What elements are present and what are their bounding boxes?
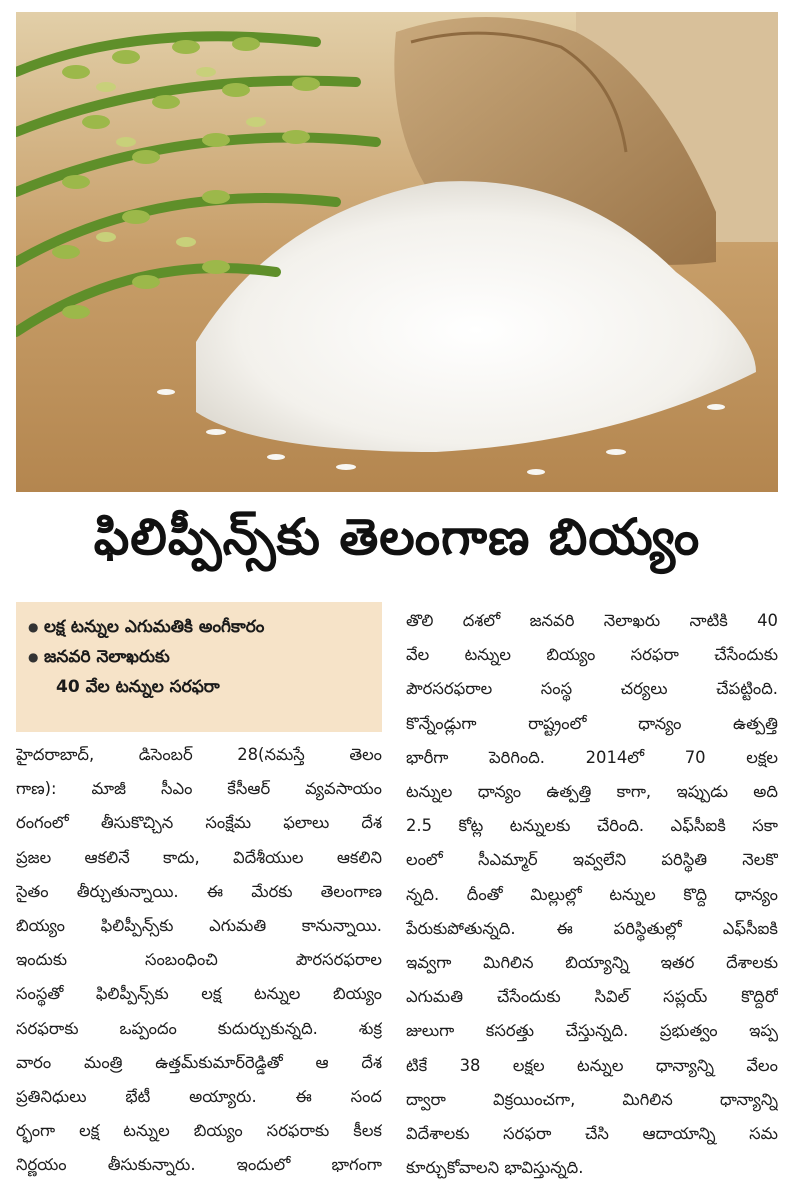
article-line: ప్రతినిధులు భేటీ అయ్యారు. ఈ సంద <box>16 1087 382 1107</box>
article-line: వారం మంత్రి ఉత్తమ్‌కుమార్‌రెడ్డితో ఆ దేశ <box>16 1052 382 1072</box>
article-line: న్నది. దీంతో మిల్లుల్లో టన్నుల కొద్ది ధాన్యం <box>406 884 778 904</box>
article-line: ర్భంగా లక్ష టన్నుల బియ్యం సరఫరాకు కీలక <box>16 1121 382 1141</box>
article-line: గాణ): మాజీ సీఎం కేసీఆర్ వ్యవసాయం <box>16 779 382 799</box>
article-line: టన్నుల ధాన్యం ఉత్పత్తి కాగా, ఇప్పుడు అది <box>406 782 778 802</box>
article-line: కొన్నేండ్లుగా రాష్ట్రంలో ధాన్యం ఉత్పత్తి <box>406 713 778 733</box>
article-line: నిర్ణయం తీసుకున్నారు. ఇందులో భాగంగా <box>16 1155 382 1175</box>
article-line: ప్రజల ఆకలినే కాదు, విదేశీయుల ఆకలిని <box>16 847 382 867</box>
article-line: లంలో సీఎమ్మార్ ఇవ్వలేని పరిస్థితి నెలకొ <box>406 850 778 870</box>
highlight-continuation: 40 వేల టన్నుల సరఫరా <box>56 677 220 697</box>
article-line: ఇందుకు సంబంధించి పౌరసరఫరాల <box>16 950 382 970</box>
article-line: కూర్చుకోవాలని భావిస్తున్నది. <box>406 1158 584 1178</box>
article-line: ద్వారా విక్రయించగా, మిగిలిన ధాన్యాన్ని <box>406 1089 778 1109</box>
highlight-text: లక్ష టన్నుల ఎగుమతికి అంగీకారం <box>44 617 265 637</box>
article-line: భారీగా పెరిగింది. 2014లో 70 లక్షల <box>406 747 778 767</box>
article-column-left <box>16 738 382 1183</box>
highlights-box <box>16 602 382 732</box>
article-line: రంగంలో తీసుకొచ్చిన సంక్షేమ ఫలాలు దేశ <box>16 813 382 833</box>
highlight-text: జనవరి నెలాఖరుకు <box>44 647 170 667</box>
article-line: విదేశాలకు సరఫరా చేసి ఆదాయాన్ని సమ <box>406 1124 778 1144</box>
article-line: సైతం తీర్చుతున్నాయి. ఈ మేరకు తెలంగాణ <box>16 881 382 901</box>
article-line: సంస్థతో ఫిలిప్పీన్స్‌కు లక్ష టన్నుల బియ్యం <box>16 984 382 1004</box>
bullet-icon: ● <box>28 620 39 634</box>
article-line: పౌరసరఫరాల సంస్థ చర్యలు చేపట్టింది. <box>406 679 778 699</box>
article-line: జులుగా కసరత్తు చేస్తున్నది. ప్రభుత్వం ఇప్ప <box>406 1021 778 1041</box>
article-line: ఇవ్వగా మిగిలిన బియ్యాన్ని ఇతర దేశాలకు <box>406 953 778 973</box>
headline: ఫిలిప్పీన్స్‌కు తెలంగాణ బియ్యం <box>93 507 701 566</box>
article-line: వేల టన్నుల బియ్యం సరఫరా చేసేందుకు <box>406 645 778 665</box>
article-line: బియ్యం ఫిలిప్పీన్స్‌కు ఎగుమతి కానున్నాయి. <box>16 916 382 936</box>
rice-photo <box>16 12 778 492</box>
article-line: పేరుకుపోతున్నది. ఈ పరిస్థితుల్లో ఎఫ్‌సీఐకి <box>406 918 778 938</box>
article-line: తొలి దశలో జనవరి నెలాఖరు నాటికి 40 <box>406 611 778 630</box>
article-line: ఎగుమతి చేసేందుకు సివిల్ సప్లయ్ కొద్దిరో <box>406 987 778 1007</box>
article-line: 2.5 కోట్ల టన్నులకు చేరింది. ఎఫ్‌సీఐకి సకా <box>406 816 778 836</box>
highlight-item <box>28 642 372 672</box>
article-line: టికే 38 లక్షల టన్నుల ధాన్యాన్ని వేలం <box>406 1055 778 1075</box>
article-line: సరఫరాకు ఒప్పందం కుదుర్చుకున్నది. శుక్ర <box>16 1018 382 1038</box>
article-column-right <box>406 604 778 1185</box>
bullet-icon: ● <box>28 650 39 664</box>
highlight-item <box>28 612 372 642</box>
article-line: హైదరాబాద్, డిసెంబర్ 28(నమస్తే తెలం <box>16 745 382 764</box>
rice-photo-icon <box>16 12 778 492</box>
